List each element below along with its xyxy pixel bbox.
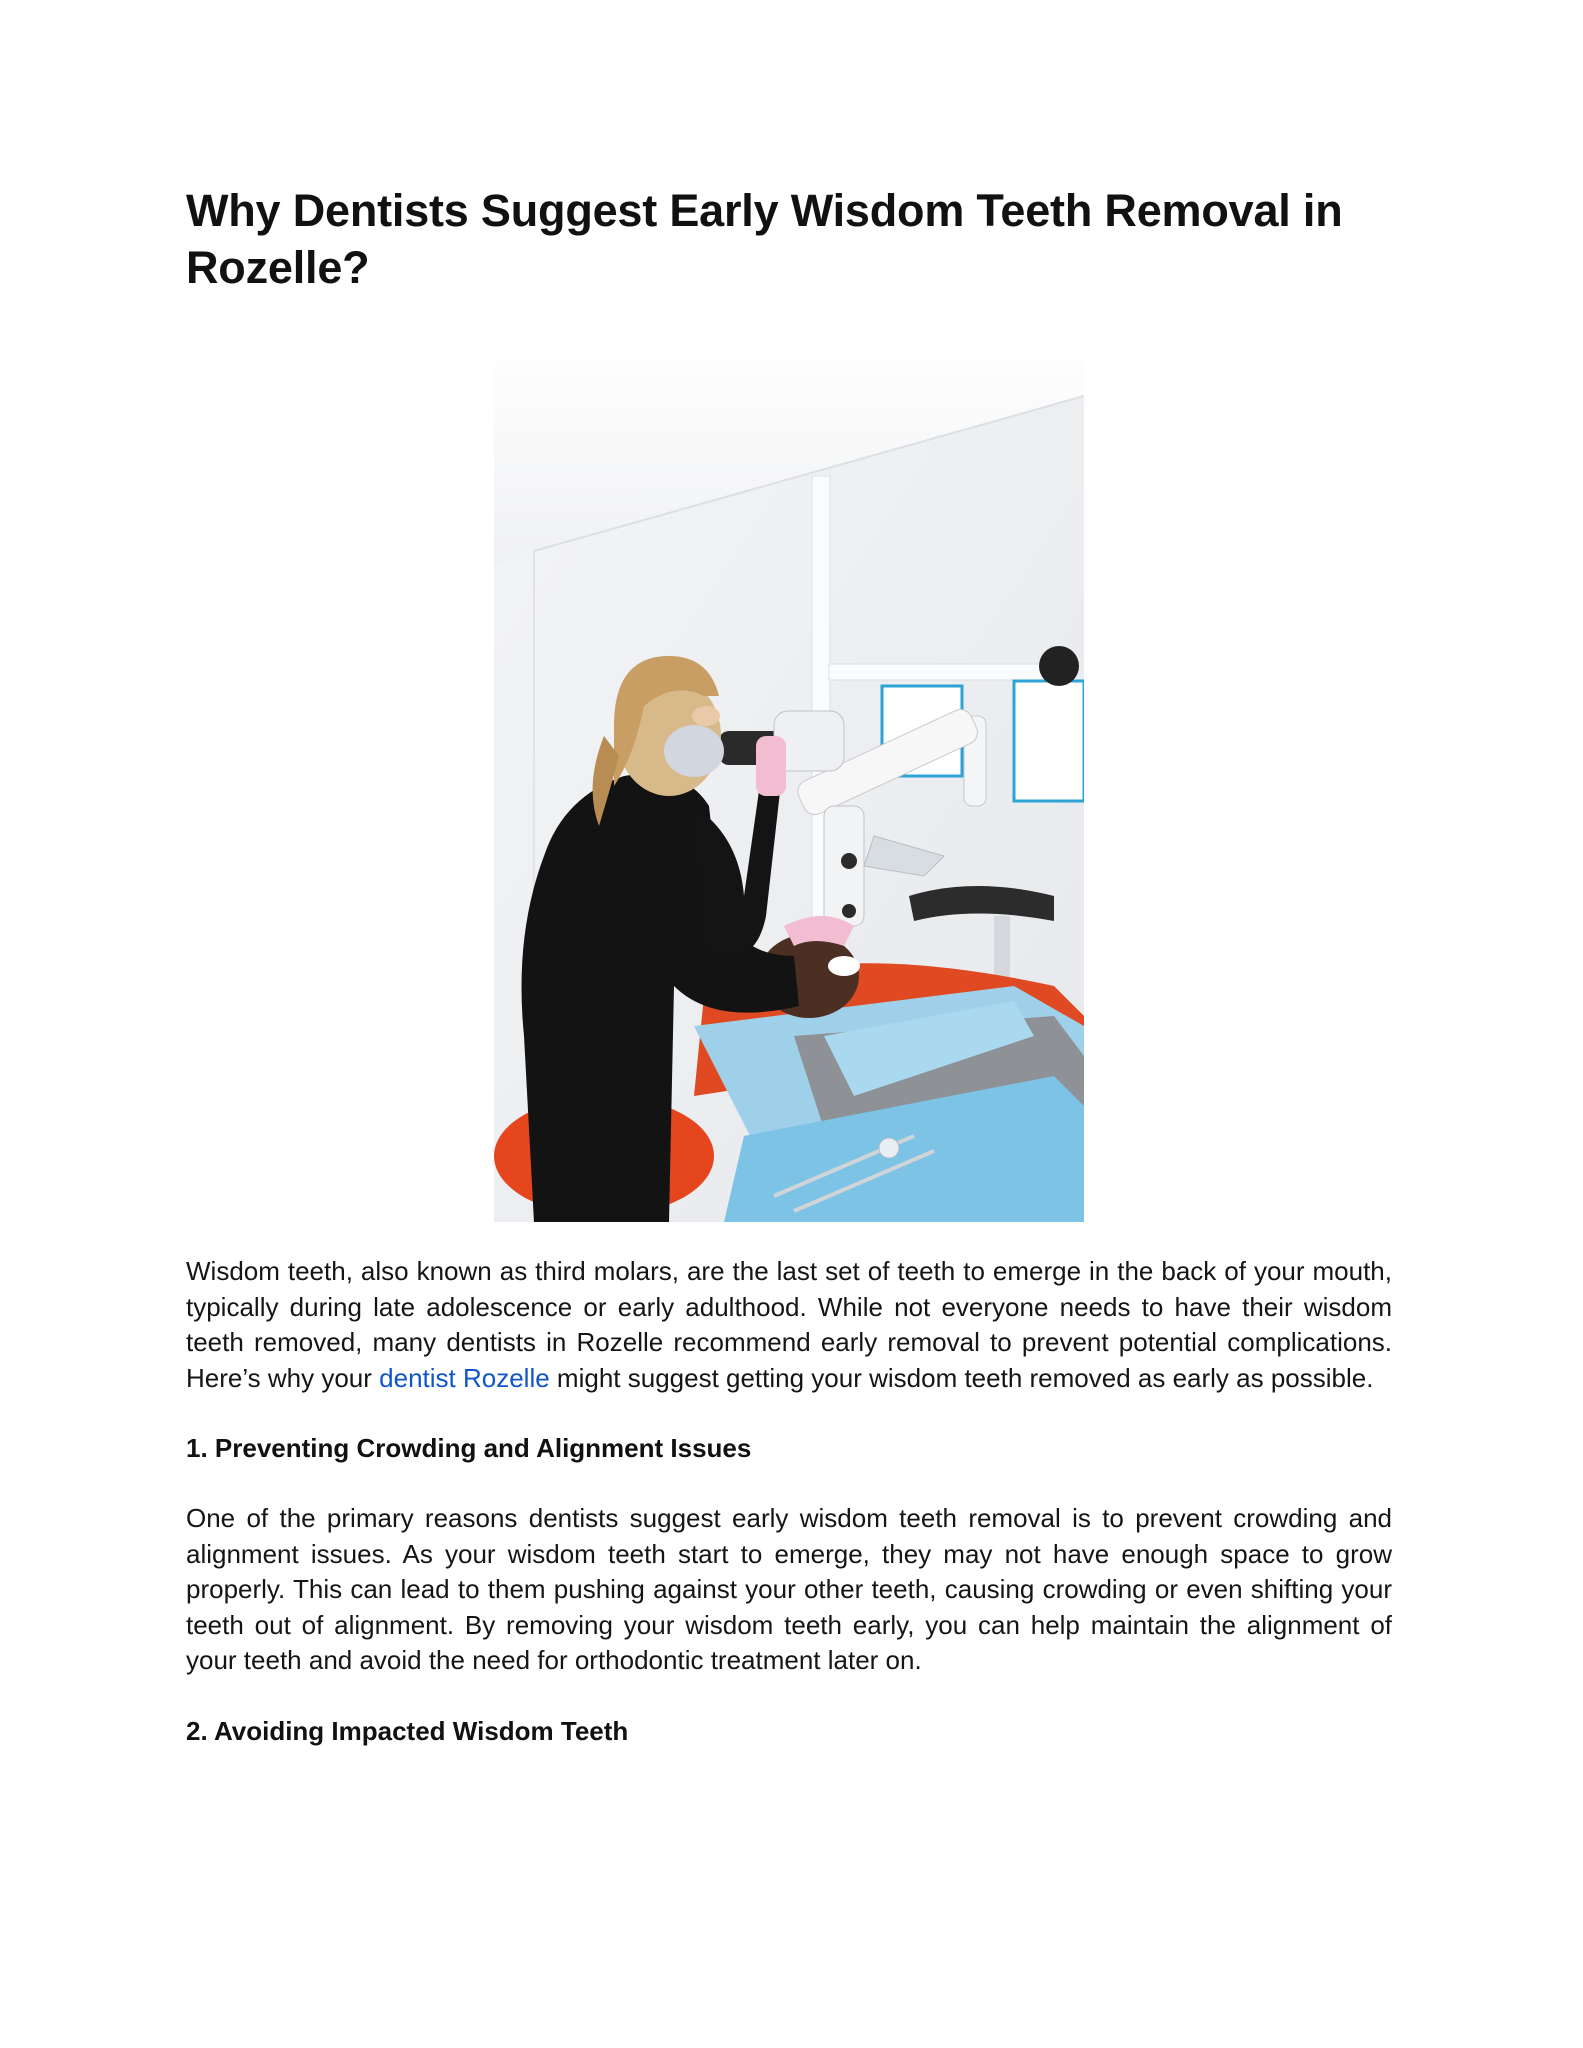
article-body — [186, 1254, 1392, 1749]
section-heading: 2. Avoiding Impacted Wisdom Teeth — [186, 1715, 629, 1746]
spacer — [186, 1396, 1392, 1431]
page-title: Why Dentists Suggest Early Wisdom Teeth Removal in Rozelle? — [186, 185, 1343, 293]
dentist-rozelle-link[interactable]: dentist Rozelle — [379, 1362, 550, 1393]
section-heading: 1. Preventing Crowding and Alignment Issues — [186, 1433, 752, 1463]
intro-paragraph — [186, 1254, 1392, 1396]
spacer — [186, 1466, 1392, 1501]
intro-text-end: might suggest getting your wisdom teeth removed as early as possible. — [549, 1362, 1374, 1393]
spacer — [186, 1679, 1392, 1714]
article-photo — [494, 336, 1084, 1222]
document-page — [186, 182, 1392, 296]
section-paragraph: One of the primary reasons dentists suggest early wisdom teeth removal is to prevent crowding and alignment issues. As your wisdom teeth start to emerge, they may not have enough space to grow properly. This can lead to them pushing against your other teeth, causing crowding or even shifting your teeth out of alignment. By removing your wisdom teeth early, you can help maintain the alignment of your teeth and avoid the need for orthodontic treatment later on. — [186, 1503, 1392, 1675]
intro-text-start: Wisdom teeth, also known as third molars, are the last set of teeth to emerge in the back of your mouth, typically during late adolescence or early adulthood. While not everyone needs to have their wisdom teeth removed, many dentists in Rozelle recommend early removal to prevent potential complications. Here’s why your — [186, 1256, 1392, 1393]
